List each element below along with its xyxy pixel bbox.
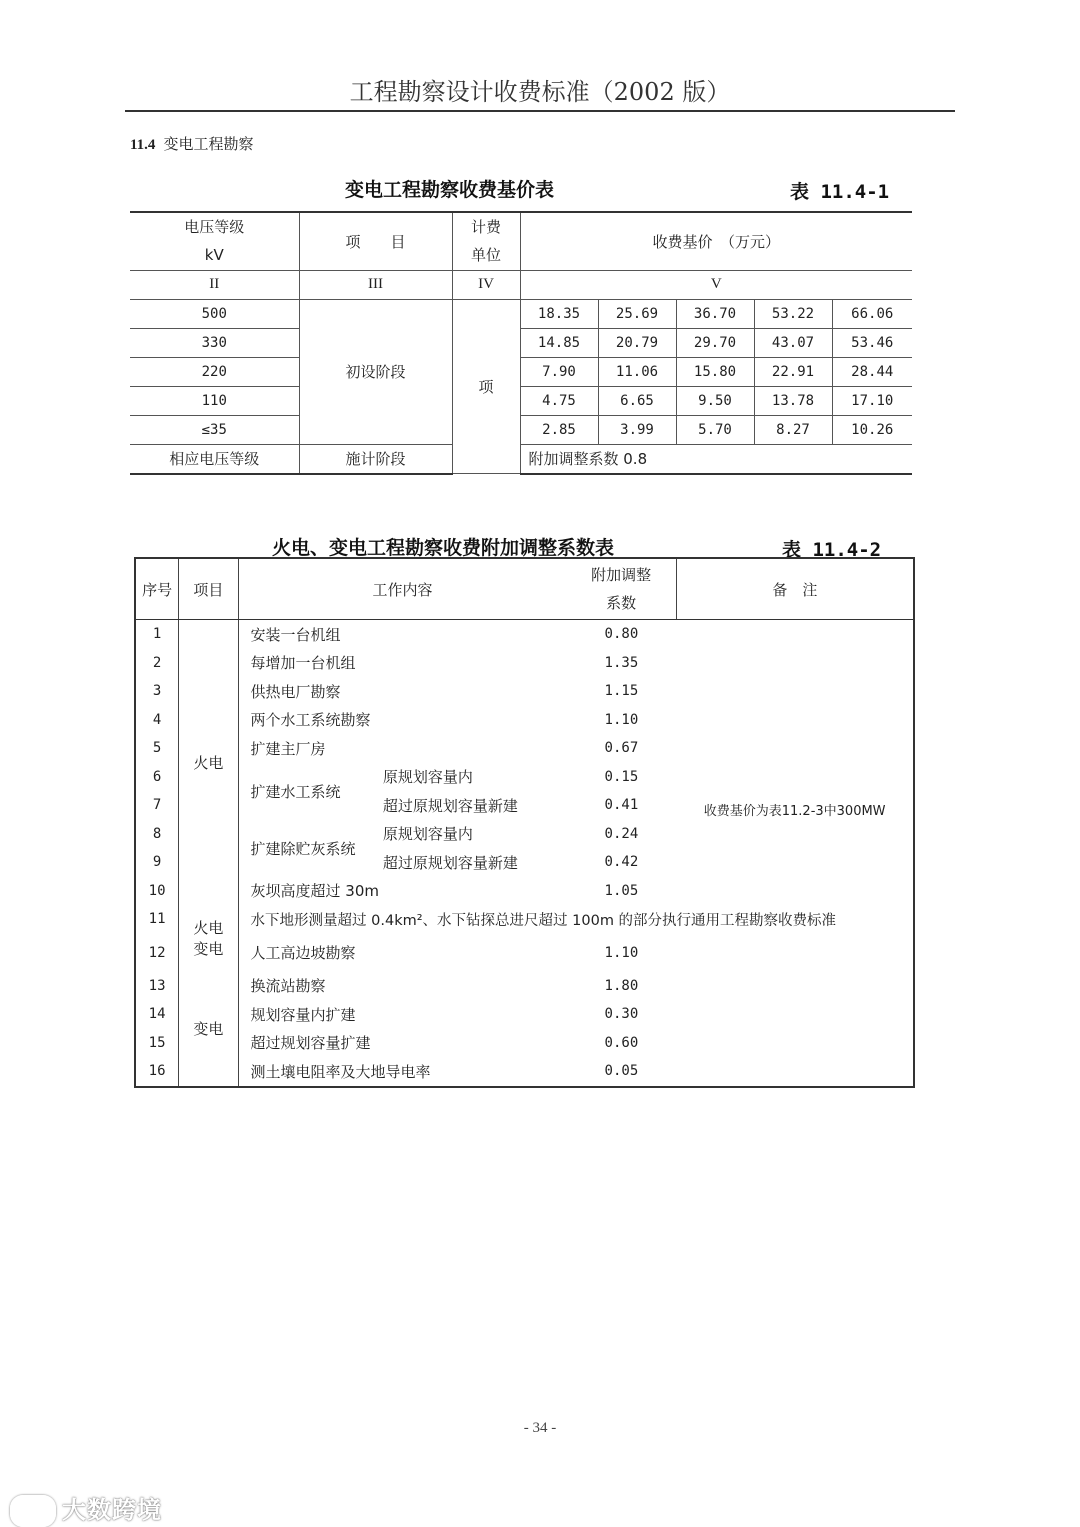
header-title: 工程勘察设计收费标准（2002 版） bbox=[349, 78, 731, 106]
item-initial-design: 初设阶段 bbox=[299, 299, 452, 444]
table-row: 13 变电 换流站勘察 1.80 bbox=[135, 972, 914, 1001]
table-row: 4 两个水工系统勘察 1.10 bbox=[135, 706, 914, 735]
table1-title: 变电工程勘察收费基价表 bbox=[345, 179, 555, 201]
table-row: 8 扩建除贮灰系统 原规划容量内 0.24 bbox=[135, 820, 914, 849]
unit-value: 项 bbox=[452, 299, 520, 474]
table-row: 5 扩建主厂房 0.67 bbox=[135, 734, 914, 763]
roman-iv: IV bbox=[452, 270, 520, 299]
watermark-logo-icon bbox=[10, 1495, 56, 1527]
page-number: - 34 - bbox=[523, 1420, 557, 1436]
section-number: 11.4 bbox=[130, 137, 156, 153]
header-price: 收费基价 （万元） bbox=[520, 212, 912, 270]
watermark-text: 大数跨境 bbox=[62, 1496, 162, 1524]
table-row: 12 人工高边坡勘察 1.10 bbox=[135, 934, 914, 972]
table1-label: 表 11.4-1 bbox=[790, 181, 890, 203]
table-row: 3 供热电厂勘察 1.15 bbox=[135, 677, 914, 706]
table-row: 16 测土壤电阻率及大地导电率 0.05 bbox=[135, 1057, 914, 1087]
header-voltage: 电压等级 kV bbox=[130, 212, 299, 270]
page-header bbox=[125, 74, 955, 112]
table-row: 9 超过原规划容量新建 0.42 bbox=[152, 853, 639, 872]
table-row: 6 扩建水工系统 原规划容量内 0.15 bbox=[135, 763, 914, 792]
table-row: 500 初设阶段 项 18.35 25.69 36.70 53.22 66.06 bbox=[130, 299, 912, 328]
watermark bbox=[10, 1490, 162, 1527]
header-item: 项目 bbox=[179, 558, 238, 620]
table2-title: 火电、变电工程勘察收费附加调整系数表 bbox=[272, 537, 615, 559]
section-title: 变电工程勘察 bbox=[163, 135, 254, 153]
table-row: 相应电压等级 施计阶段 附加调整系数 0.8 bbox=[130, 444, 912, 474]
group-thermal: 火电 bbox=[179, 620, 238, 906]
group-thermal-substation: 火电 变电 bbox=[179, 905, 238, 972]
table2-label: 表 11.4-2 bbox=[782, 539, 882, 561]
adjustment-table bbox=[134, 557, 915, 1088]
roman-v: V bbox=[520, 270, 912, 299]
base-price-table bbox=[130, 211, 912, 475]
table-row: 14 规划容量内扩建 0.30 bbox=[135, 1000, 914, 1029]
remark: 收费基价为表11.2-3中300MW bbox=[703, 804, 886, 819]
table-row: 15 超过规划容量扩建 0.60 bbox=[135, 1029, 914, 1058]
table-row: 1 火电 安装一台机组 0.80 收费基价为表11.2-3中300MW bbox=[135, 620, 914, 649]
header-coef: 附加调整 系数 bbox=[566, 558, 676, 620]
header-remark: 备 注 bbox=[676, 558, 914, 620]
table-row: 220 7.90 11.06 15.80 22.91 28.44 bbox=[130, 357, 912, 386]
table-row: 110 4.75 6.65 9.50 13.78 17.10 bbox=[130, 386, 912, 415]
group-substation: 变电 bbox=[179, 972, 238, 1087]
table-row: 10 灰坝高度超过 30m 1.05 bbox=[135, 877, 914, 906]
header-content: 工作内容 bbox=[238, 558, 566, 620]
table-row: 7 超过原规划容量新建 0.41 bbox=[152, 796, 639, 815]
table-row: 2 每增加一台机组 1.35 bbox=[135, 649, 914, 678]
header-item: 项 目 bbox=[299, 212, 452, 270]
roman-iii: III bbox=[299, 270, 452, 299]
header-unit: 计费 单位 bbox=[452, 212, 520, 270]
roman-ii: II bbox=[130, 270, 299, 299]
table-row: ≤35 2.85 3.99 5.70 8.27 10.26 bbox=[130, 415, 912, 444]
table-row: 330 14.85 20.79 29.70 43.07 53.46 bbox=[130, 328, 912, 357]
adjust-note: 附加调整系数 0.8 bbox=[520, 444, 912, 474]
header-seq: 序号 bbox=[135, 558, 179, 620]
table-row: 11 火电 变电 水下地形测量超过 0.4km²、水下钻探总进尺超过 100m 的部分执行通用工程勘察收费标准 bbox=[135, 905, 914, 934]
section-heading bbox=[130, 133, 253, 154]
